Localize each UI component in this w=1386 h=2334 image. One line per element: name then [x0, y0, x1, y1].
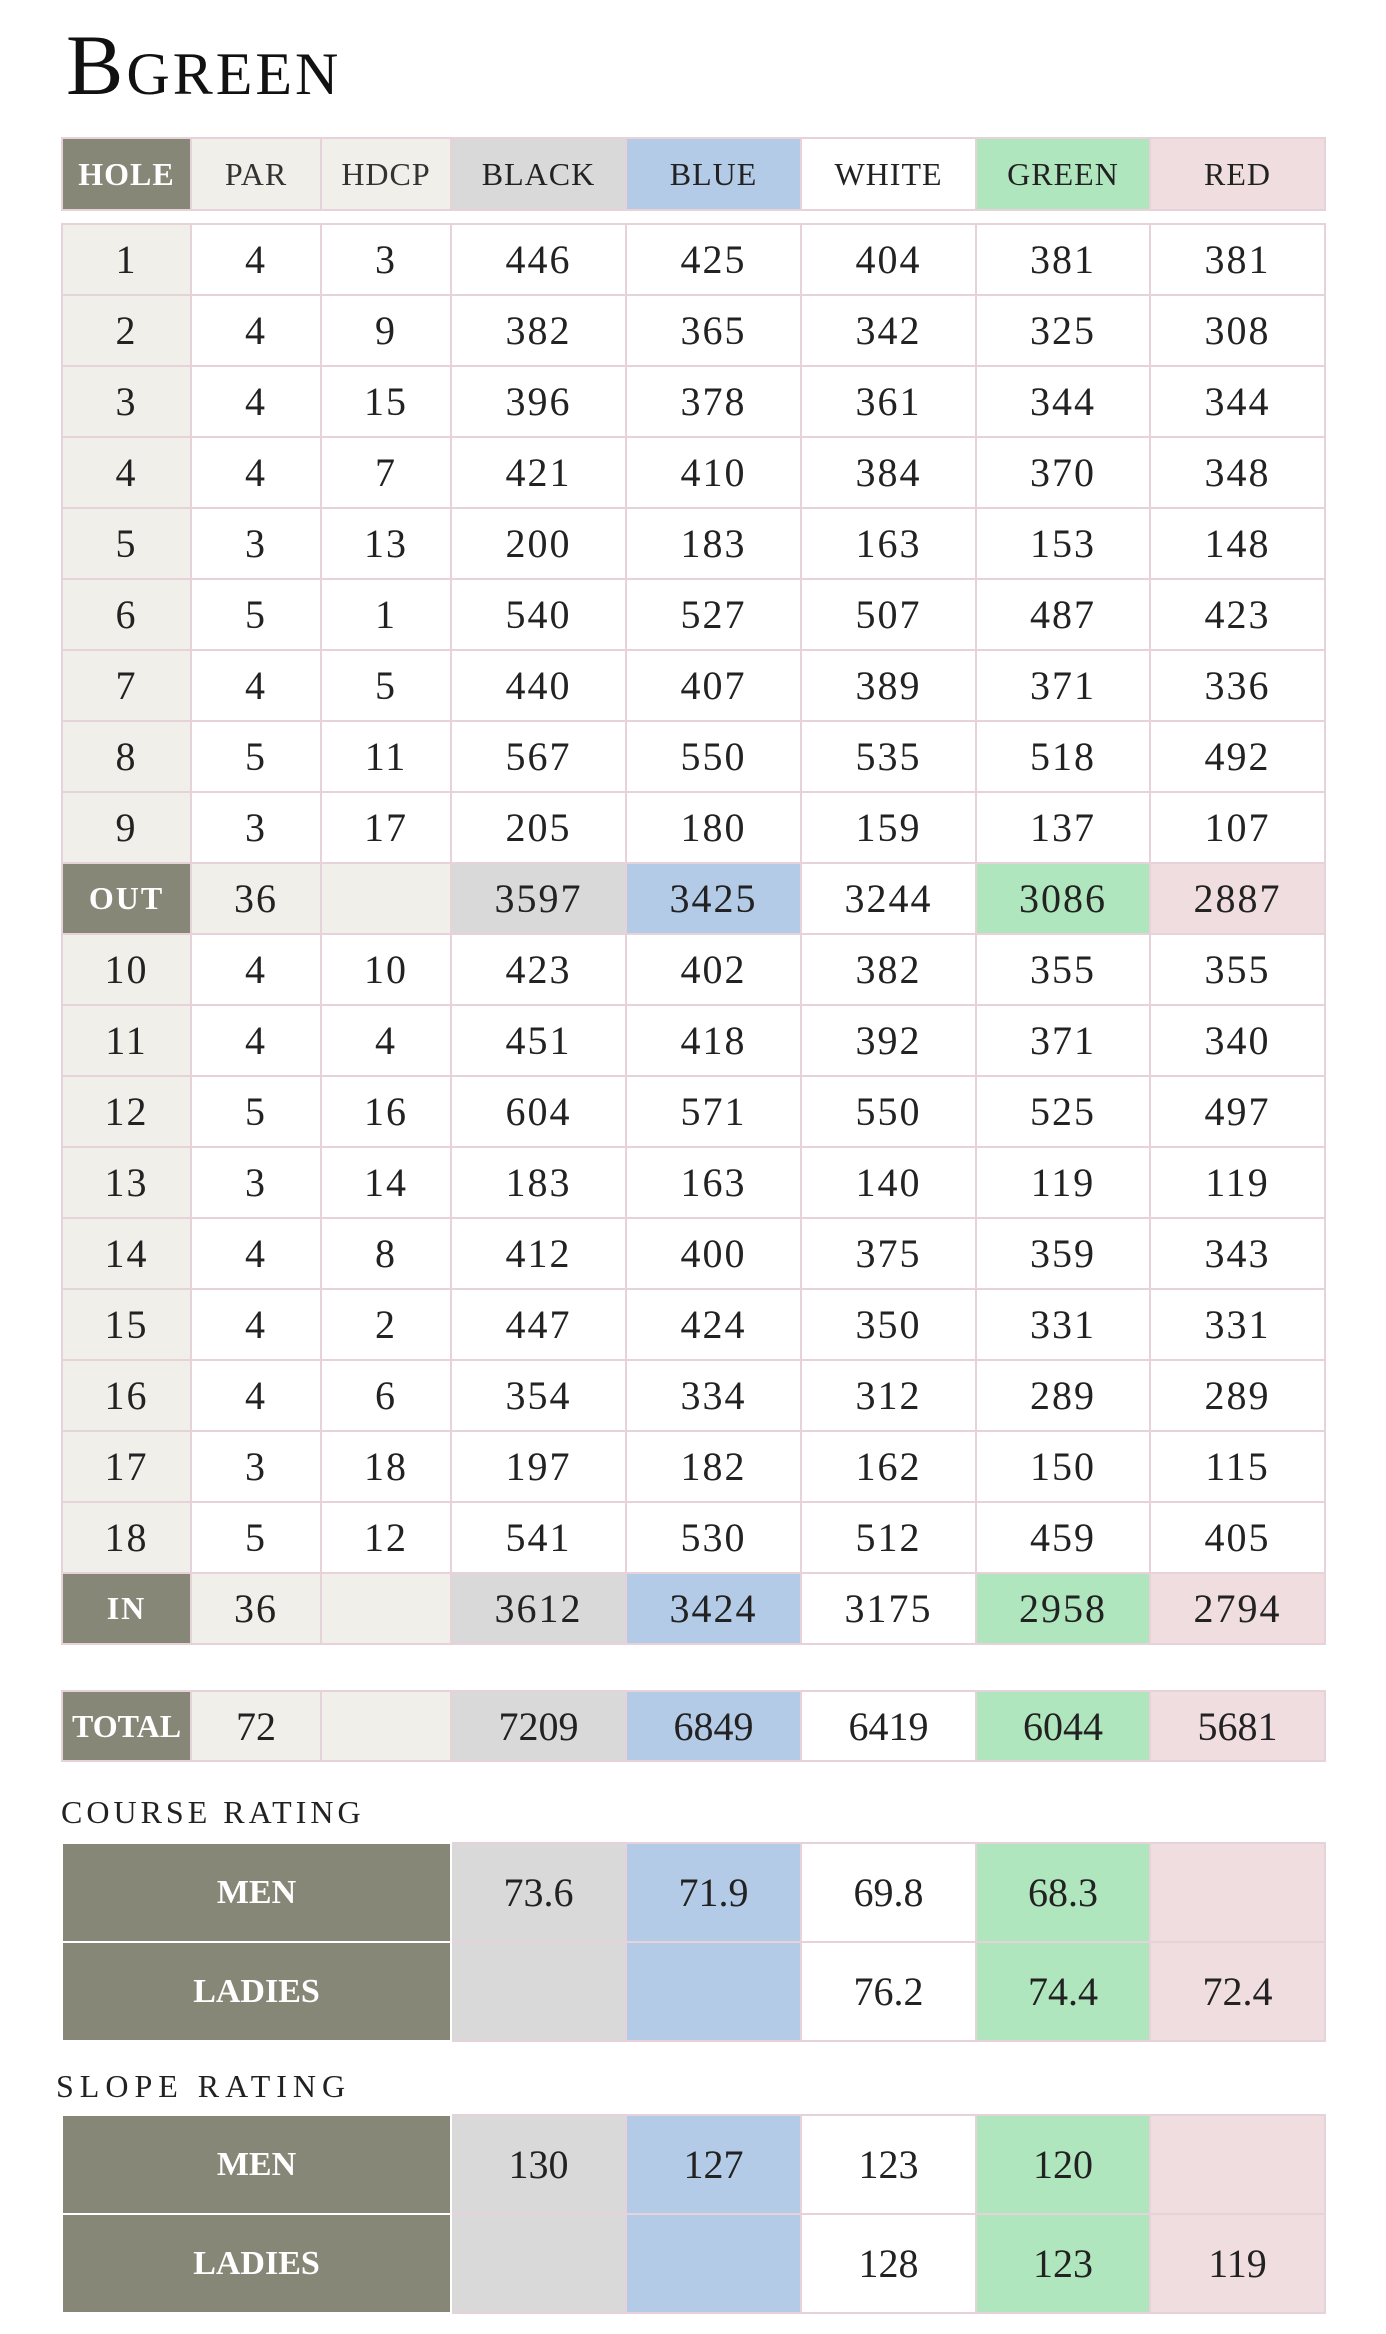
- hole-blue-cell: 410: [626, 437, 801, 508]
- hole-blue-cell: 183: [626, 508, 801, 579]
- course-rating-men-white: 69.8: [801, 1843, 976, 1942]
- hole-hdcp-cell: 2: [321, 1289, 451, 1360]
- hole-par-cell: 4: [191, 650, 321, 721]
- in-par: 36: [191, 1573, 321, 1644]
- hole-par-cell: 4: [191, 934, 321, 1005]
- hole-black-cell: 197: [451, 1431, 626, 1502]
- hole-par-cell: 4: [191, 1289, 321, 1360]
- hole-blue-cell: 365: [626, 295, 801, 366]
- hole-red-cell: 348: [1150, 437, 1325, 508]
- slope-rating-men-white: 123: [801, 2115, 976, 2214]
- header-black: BLACK: [451, 138, 626, 210]
- course-rating-men-row: [62, 1843, 1325, 1942]
- slope-rating-ladies-blue: [626, 2214, 801, 2313]
- slope-rating-men-green: 120: [976, 2115, 1150, 2214]
- hole-black-cell: 446: [451, 224, 626, 295]
- hole-red-cell: 344: [1150, 366, 1325, 437]
- hole-red-cell: 340: [1150, 1005, 1325, 1076]
- hole-blue-cell: 334: [626, 1360, 801, 1431]
- hole-white-cell: 507: [801, 579, 976, 650]
- hole-green-cell: 137: [976, 792, 1150, 863]
- course-rating-ladies-red: 72.4: [1150, 1942, 1325, 2041]
- hole-white-cell: 375: [801, 1218, 976, 1289]
- out-black: 3597: [451, 863, 626, 934]
- hole-red-cell: 331: [1150, 1289, 1325, 1360]
- hole-row: [62, 1360, 1325, 1431]
- hole-par-cell: 5: [191, 1502, 321, 1573]
- hole-hdcp-cell: 9: [321, 295, 451, 366]
- slope-rating-ladies-white: 128: [801, 2214, 976, 2313]
- slope-rating-table: [61, 2114, 1326, 2314]
- hole-hole-cell: 4: [62, 437, 191, 508]
- hole-hdcp-cell: 12: [321, 1502, 451, 1573]
- hole-green-cell: 525: [976, 1076, 1150, 1147]
- header-par: PAR: [191, 138, 321, 210]
- course-rating-ladies-white: 76.2: [801, 1942, 976, 2041]
- hole-hdcp-cell: 6: [321, 1360, 451, 1431]
- hole-row: [62, 366, 1325, 437]
- hole-par-cell: 3: [191, 1431, 321, 1502]
- hole-red-cell: 405: [1150, 1502, 1325, 1573]
- hole-row: [62, 579, 1325, 650]
- hole-hole-cell: 5: [62, 508, 191, 579]
- hole-black-cell: 354: [451, 1360, 626, 1431]
- course-rating-ladies-blue: [626, 1942, 801, 2041]
- course-rating-ladies-row: [62, 1942, 1325, 2041]
- header-white: WHITE: [801, 138, 976, 210]
- hole-hole-cell: 14: [62, 1218, 191, 1289]
- hole-row: [62, 1005, 1325, 1076]
- hole-par-cell: 4: [191, 366, 321, 437]
- hole-row: [62, 1218, 1325, 1289]
- hole-blue-cell: 424: [626, 1289, 801, 1360]
- hole-green-cell: 370: [976, 437, 1150, 508]
- slope-rating-men-blue: 127: [626, 2115, 801, 2214]
- hole-black-cell: 440: [451, 650, 626, 721]
- hole-white-cell: 163: [801, 508, 976, 579]
- header-hdcp: HDCP: [321, 138, 451, 210]
- hole-row: [62, 295, 1325, 366]
- hole-blue-cell: 418: [626, 1005, 801, 1076]
- hole-hdcp-cell: 17: [321, 792, 451, 863]
- hole-red-cell: 343: [1150, 1218, 1325, 1289]
- course-rating-men-label: MEN: [62, 1843, 451, 1942]
- slope-rating-ladies-row: [62, 2214, 1325, 2313]
- course-rating-men-green: 68.3: [976, 1843, 1150, 1942]
- hole-green-cell: 359: [976, 1218, 1150, 1289]
- out-par: 36: [191, 863, 321, 934]
- scorecard-holes: [61, 223, 1326, 1645]
- total-blue: 6849: [626, 1691, 801, 1761]
- in-green: 2958: [976, 1573, 1150, 1644]
- hole-black-cell: 396: [451, 366, 626, 437]
- out-label: OUT: [62, 863, 191, 934]
- header-red: RED: [1150, 138, 1325, 210]
- hole-blue-cell: 571: [626, 1076, 801, 1147]
- slope-rating-ladies-black: [451, 2214, 626, 2313]
- total-white: 6419: [801, 1691, 976, 1761]
- hole-red-cell: 497: [1150, 1076, 1325, 1147]
- hole-red-cell: 423: [1150, 579, 1325, 650]
- hole-green-cell: 355: [976, 934, 1150, 1005]
- course-rating-heading: COURSE RATING: [61, 1794, 365, 1830]
- in-row: [62, 1573, 1325, 1644]
- hole-blue-cell: 425: [626, 224, 801, 295]
- scorecard-total: [61, 1690, 1326, 1762]
- hole-green-cell: 371: [976, 650, 1150, 721]
- hole-hdcp-cell: 11: [321, 721, 451, 792]
- slope-rating-ladies-red: 119: [1150, 2214, 1325, 2313]
- header-hole: HOLE: [62, 138, 191, 210]
- hole-black-cell: 541: [451, 1502, 626, 1573]
- hole-blue-cell: 530: [626, 1502, 801, 1573]
- hole-par-cell: 3: [191, 508, 321, 579]
- hole-row: [62, 224, 1325, 295]
- hole-par-cell: 3: [191, 1147, 321, 1218]
- slope-rating-men-label: MEN: [62, 2115, 451, 2214]
- hole-green-cell: 459: [976, 1502, 1150, 1573]
- hole-black-cell: 567: [451, 721, 626, 792]
- hole-par-cell: 5: [191, 579, 321, 650]
- hole-green-cell: 487: [976, 579, 1150, 650]
- hole-white-cell: 361: [801, 366, 976, 437]
- hole-hole-cell: 15: [62, 1289, 191, 1360]
- hole-black-cell: 451: [451, 1005, 626, 1076]
- course-rating-table: [61, 1842, 1326, 2042]
- hole-red-cell: 381: [1150, 224, 1325, 295]
- course-rating-men-red: [1150, 1843, 1325, 1942]
- slope-rating-heading: SLOPE RATING: [56, 2068, 352, 2104]
- hole-white-cell: 350: [801, 1289, 976, 1360]
- hole-green-cell: 150: [976, 1431, 1150, 1502]
- total-row: [62, 1691, 1325, 1761]
- hole-red-cell: 355: [1150, 934, 1325, 1005]
- hole-hdcp-cell: 5: [321, 650, 451, 721]
- hole-row: [62, 1502, 1325, 1573]
- header-green: GREEN: [976, 138, 1150, 210]
- hole-white-cell: 392: [801, 1005, 976, 1076]
- hole-hdcp-cell: 18: [321, 1431, 451, 1502]
- hole-blue-cell: 407: [626, 650, 801, 721]
- slope-rating-men-black: 130: [451, 2115, 626, 2214]
- hole-row: [62, 650, 1325, 721]
- in-label: IN: [62, 1573, 191, 1644]
- out-hdcp: [321, 863, 451, 934]
- hole-white-cell: 140: [801, 1147, 976, 1218]
- hole-red-cell: 492: [1150, 721, 1325, 792]
- hole-white-cell: 389: [801, 650, 976, 721]
- course-rating-men-blue: 71.9: [626, 1843, 801, 1942]
- hole-row: [62, 721, 1325, 792]
- hole-white-cell: 159: [801, 792, 976, 863]
- hole-par-cell: 3: [191, 792, 321, 863]
- hole-hdcp-cell: 4: [321, 1005, 451, 1076]
- hole-black-cell: 604: [451, 1076, 626, 1147]
- hole-par-cell: 4: [191, 295, 321, 366]
- hole-red-cell: 119: [1150, 1147, 1325, 1218]
- hole-black-cell: 540: [451, 579, 626, 650]
- total-label: TOTAL: [62, 1691, 191, 1761]
- hole-row: [62, 1076, 1325, 1147]
- hole-red-cell: 115: [1150, 1431, 1325, 1502]
- hole-red-cell: 308: [1150, 295, 1325, 366]
- header-blue: BLUE: [626, 138, 801, 210]
- hole-hdcp-cell: 13: [321, 508, 451, 579]
- hole-black-cell: 205: [451, 792, 626, 863]
- in-red: 2794: [1150, 1573, 1325, 1644]
- in-black: 3612: [451, 1573, 626, 1644]
- hole-hole-cell: 9: [62, 792, 191, 863]
- hole-red-cell: 289: [1150, 1360, 1325, 1431]
- course-title: Bgreen: [66, 17, 342, 113]
- hole-red-cell: 336: [1150, 650, 1325, 721]
- hole-black-cell: 423: [451, 934, 626, 1005]
- hole-par-cell: 4: [191, 1218, 321, 1289]
- hole-row: [62, 1431, 1325, 1502]
- hole-blue-cell: 180: [626, 792, 801, 863]
- hole-green-cell: 325: [976, 295, 1150, 366]
- in-hdcp: [321, 1573, 451, 1644]
- hole-blue-cell: 182: [626, 1431, 801, 1502]
- hole-hdcp-cell: 3: [321, 224, 451, 295]
- hole-blue-cell: 378: [626, 366, 801, 437]
- hole-white-cell: 384: [801, 437, 976, 508]
- hole-white-cell: 550: [801, 1076, 976, 1147]
- hole-hole-cell: 13: [62, 1147, 191, 1218]
- hole-hdcp-cell: 16: [321, 1076, 451, 1147]
- hole-hole-cell: 11: [62, 1005, 191, 1076]
- hole-black-cell: 421: [451, 437, 626, 508]
- in-white: 3175: [801, 1573, 976, 1644]
- hole-row: [62, 792, 1325, 863]
- hole-green-cell: 289: [976, 1360, 1150, 1431]
- slope-rating-ladies-label: LADIES: [62, 2214, 451, 2313]
- hole-hdcp-cell: 1: [321, 579, 451, 650]
- hole-green-cell: 344: [976, 366, 1150, 437]
- hole-hdcp-cell: 8: [321, 1218, 451, 1289]
- hole-red-cell: 148: [1150, 508, 1325, 579]
- total-red: 5681: [1150, 1691, 1325, 1761]
- hole-blue-cell: 163: [626, 1147, 801, 1218]
- hole-blue-cell: 550: [626, 721, 801, 792]
- hole-green-cell: 331: [976, 1289, 1150, 1360]
- hole-par-cell: 4: [191, 1005, 321, 1076]
- course-rating-ladies-black: [451, 1942, 626, 2041]
- total-hdcp: [321, 1691, 451, 1761]
- hole-hdcp-cell: 15: [321, 366, 451, 437]
- scorecard-header: [61, 137, 1326, 211]
- hole-par-cell: 5: [191, 721, 321, 792]
- hole-hole-cell: 6: [62, 579, 191, 650]
- hole-black-cell: 447: [451, 1289, 626, 1360]
- hole-par-cell: 4: [191, 437, 321, 508]
- hole-blue-cell: 400: [626, 1218, 801, 1289]
- hole-black-cell: 183: [451, 1147, 626, 1218]
- slope-rating-men-row: [62, 2115, 1325, 2214]
- hole-white-cell: 312: [801, 1360, 976, 1431]
- hole-hdcp-cell: 7: [321, 437, 451, 508]
- hole-green-cell: 381: [976, 224, 1150, 295]
- slope-rating-men-red: [1150, 2115, 1325, 2214]
- course-rating-ladies-green: 74.4: [976, 1942, 1150, 2041]
- hole-hole-cell: 8: [62, 721, 191, 792]
- hole-row: [62, 508, 1325, 579]
- hole-hdcp-cell: 10: [321, 934, 451, 1005]
- hole-hole-cell: 3: [62, 366, 191, 437]
- hole-hdcp-cell: 14: [321, 1147, 451, 1218]
- hole-green-cell: 518: [976, 721, 1150, 792]
- hole-blue-cell: 527: [626, 579, 801, 650]
- hole-white-cell: 512: [801, 1502, 976, 1573]
- hole-white-cell: 342: [801, 295, 976, 366]
- hole-hole-cell: 18: [62, 1502, 191, 1573]
- total-black: 7209: [451, 1691, 626, 1761]
- hole-row: [62, 934, 1325, 1005]
- hole-par-cell: 4: [191, 224, 321, 295]
- total-green: 6044: [976, 1691, 1150, 1761]
- hole-white-cell: 535: [801, 721, 976, 792]
- hole-hole-cell: 2: [62, 295, 191, 366]
- out-blue: 3425: [626, 863, 801, 934]
- hole-row: [62, 437, 1325, 508]
- hole-blue-cell: 402: [626, 934, 801, 1005]
- hole-white-cell: 382: [801, 934, 976, 1005]
- total-par: 72: [191, 1691, 321, 1761]
- hole-row: [62, 1289, 1325, 1360]
- hole-red-cell: 107: [1150, 792, 1325, 863]
- course-rating-men-black: 73.6: [451, 1843, 626, 1942]
- hole-black-cell: 382: [451, 295, 626, 366]
- hole-hole-cell: 16: [62, 1360, 191, 1431]
- hole-hole-cell: 10: [62, 934, 191, 1005]
- hole-black-cell: 412: [451, 1218, 626, 1289]
- hole-hole-cell: 7: [62, 650, 191, 721]
- hole-green-cell: 153: [976, 508, 1150, 579]
- slope-rating-ladies-green: 123: [976, 2214, 1150, 2313]
- hole-hole-cell: 12: [62, 1076, 191, 1147]
- hole-white-cell: 162: [801, 1431, 976, 1502]
- hole-green-cell: 119: [976, 1147, 1150, 1218]
- hole-hole-cell: 1: [62, 224, 191, 295]
- hole-par-cell: 4: [191, 1360, 321, 1431]
- in-blue: 3424: [626, 1573, 801, 1644]
- hole-par-cell: 5: [191, 1076, 321, 1147]
- out-white: 3244: [801, 863, 976, 934]
- hole-black-cell: 200: [451, 508, 626, 579]
- hole-hole-cell: 17: [62, 1431, 191, 1502]
- hole-green-cell: 371: [976, 1005, 1150, 1076]
- out-row: [62, 863, 1325, 934]
- out-red: 2887: [1150, 863, 1325, 934]
- hole-white-cell: 404: [801, 224, 976, 295]
- out-green: 3086: [976, 863, 1150, 934]
- hole-row: [62, 1147, 1325, 1218]
- course-rating-ladies-label: LADIES: [62, 1942, 451, 2041]
